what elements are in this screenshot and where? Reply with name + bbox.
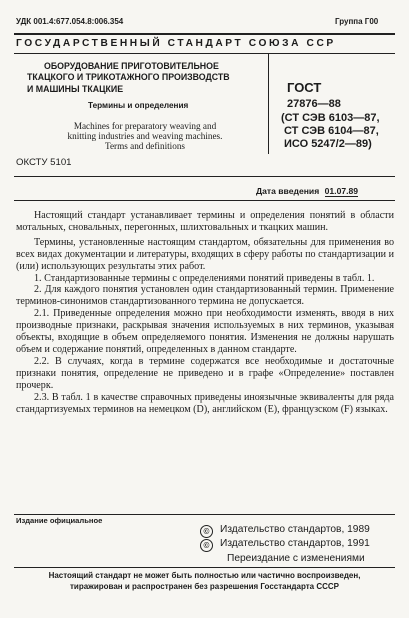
body-top-rule — [14, 200, 395, 201]
udk-code: УДК 001.4:677.054.8:006.354 — [16, 17, 124, 26]
okstu-code: ОКСТУ 5101 — [16, 157, 72, 168]
paragraph-2-3: 2.3. В табл. 1 в качестве справочных приведены иноязычные эквиваленты для ряда стандартизуемых терминов на немецком (D), английском (E), французском (F) языках. — [16, 391, 394, 415]
title-ru-line-2: ТКАЦКОГО И ТРИКОТАЖНОГО ПРОИЗВОДСТВ — [27, 72, 230, 82]
copyright-1989-text: Издательство стандартов, 1989 — [220, 524, 370, 535]
gost-equiv-line-3: ИСО 5247/2—89) — [284, 138, 372, 150]
official-edition-label: Издание официальное — [16, 516, 103, 525]
copyright-1991 — [200, 538, 370, 552]
gost-number: 27876—88 — [287, 98, 341, 110]
paragraph-2-1: 2.1. Приведенные определения можно при необходимости изменять, вводя в них производные признаки, раскрывая значения используемых в них терминов, указывая объекты, входящие в объем определяемого понятия. Изменения не должны нарушать объем и содержание понятий, определенных в данном стандарте. — [16, 308, 394, 355]
gost-equiv-line-2: СТ СЭВ 6104—87, — [284, 125, 379, 137]
title-en-line-1: Machines for preparatory weaving and — [73, 121, 217, 131]
state-standard-heading: ГОСУДАРСТВЕННЫЙ СТАНДАРТ СОЮЗА ССР — [16, 38, 336, 49]
copyright-1991-text: Издательство стандартов, 1991 — [220, 538, 370, 549]
paragraph-obligatory: Термины, установленные настоящим стандартом, обязательны для применения во всех видах документации и литературы, входящих в сферу работы по стандартизации и (или) использующих результаты этих работ. — [16, 236, 394, 272]
paragraph-2-2: 2.2. В случаях, когда в термине содержатся все необходимые и достаточные признаки понятия, определение не приведено и в графе «Определение» поставлен прочерк. — [16, 355, 394, 391]
gost-label: ГОСТ — [287, 80, 322, 95]
title-en-line-3: Terms and definitions — [105, 141, 185, 151]
gost-equiv-line-1: (СТ СЭВ 6103—87, — [281, 112, 380, 124]
footer-rule — [14, 514, 395, 515]
standard-body-text — [16, 210, 394, 415]
group-code: Группа Г00 — [335, 17, 379, 26]
reproduction-notice-line-1: Настоящий стандарт не может быть полностью или частично воспроизведен, — [48, 571, 361, 580]
effective-date-value: 01.07.89 — [324, 186, 359, 196]
notice-rule — [14, 567, 395, 568]
top-rule — [14, 33, 395, 35]
title-ru-line-3: И МАШИНЫ ТКАЦКИЕ — [27, 84, 124, 94]
paragraph-1: 1. Стандартизованные термины с определениями понятий приведены в табл. 1. — [34, 272, 375, 284]
copyright-1989 — [200, 524, 370, 538]
paragraph-2: 2. Для каждого понятия установлен один стандартизованный термин. Применение терминов-синонимов стандартизованного термина не допускается. — [16, 284, 394, 308]
reissue-note: Переиздание с изменениями — [227, 553, 365, 564]
effective-date-line — [256, 186, 358, 196]
effective-date-label: Дата введения — [256, 186, 320, 196]
reproduction-notice — [14, 571, 395, 592]
title-en-line-2: knitting industries and weaving machines. — [67, 131, 223, 141]
reproduction-notice-line-2: тиражирован и распространен без разрешения Госстандарта СССР — [70, 581, 339, 591]
effective-rule — [14, 176, 395, 177]
paragraph-scope: Настоящий стандарт устанавливает термины и определения понятий в области мотальных, сновальных, перегонных, шлихтовальных и ткацких машин. — [16, 210, 394, 233]
title-subtitle: Термины и определения — [88, 101, 189, 110]
copyright-icon: © — [200, 525, 213, 538]
copyright-icon: © — [200, 539, 213, 552]
title-ru-line-1: ОБОРУДОВАНИЕ ПРИГОТОВИТЕЛЬНОЕ — [44, 61, 219, 71]
heading-rule — [14, 53, 395, 54]
